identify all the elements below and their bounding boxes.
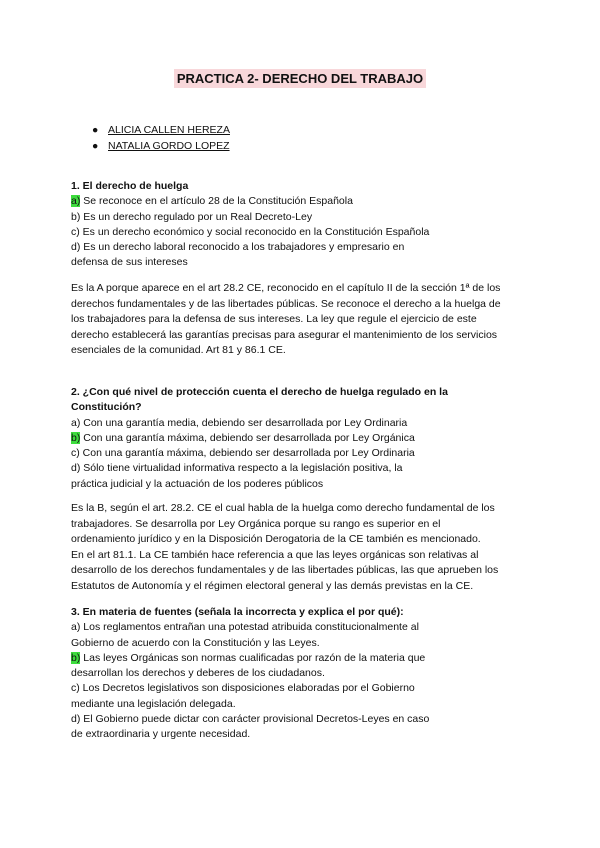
option-text: Con una garantía máxima, debiendo ser desarrollada por Ley Ordinaria [79, 447, 415, 460]
option-d [71, 240, 533, 255]
option-text: Es un derecho regulado por un Real Decreto-Ley [80, 210, 313, 223]
option-text: Es un derecho económico y social reconocido en la Constitución Española [79, 225, 430, 238]
option-a [71, 620, 533, 635]
option-text: Las leyes Orgánicas son normas cualificadas por razón de la materia que [80, 651, 426, 664]
option-text: Con una garantía máxima, debiendo ser desarrollada por Ley Orgánica [80, 431, 415, 444]
document-title-wrap [0, 70, 600, 88]
option-c [71, 681, 533, 696]
option-b [71, 210, 533, 225]
option-b [71, 431, 533, 446]
option-c-continued: mediante una legislación delegada. [71, 697, 236, 710]
question-1 [71, 179, 533, 271]
answer-line: derechos fundamentales y de las libertades públicas. Se reconoce el derecho a la huelga de [71, 297, 501, 310]
answer-line: desarrollo de los derechos fundamentales y de las libertades públicas, las que aprueben los [71, 564, 499, 576]
answer-1 [71, 281, 533, 359]
option-d-continued: de extraordinaria y urgente necesidad. [71, 728, 251, 741]
option-text: Los Decretos legislativos son disposiciones elaboradas por el Gobierno [79, 682, 415, 695]
option-letter: a) [71, 621, 81, 634]
question-3-title: 3. En materia de fuentes (señala la incorrecta y explica el por qué): [71, 606, 404, 618]
answer-line: ordenamiento jurídico y en la Disposición Derogatoria de la CE también es mencionado. [71, 533, 481, 545]
author-item [92, 138, 230, 154]
answer-line: Estatutos de Autonomía y el régimen electoral general y las demás previstas en la CE. [71, 579, 474, 592]
bullet-icon: ● [92, 140, 99, 152]
question-2-title: 2. ¿Con qué nivel de protección cuenta el derecho de huelga regulado en la [71, 386, 448, 398]
question-3 [71, 605, 533, 743]
answer-line: trabajadores. Se desarrolla por Ley Orgánica porque su rango es superior en el [71, 517, 441, 530]
option-d [71, 712, 533, 727]
option-b-continued: desarrollan los derechos y deberes de los ciudadanos. [71, 667, 325, 680]
author-list [92, 122, 230, 154]
option-letter: b) [71, 431, 81, 444]
question-2-title-cont: Constitución? [71, 401, 142, 414]
option-text: El Gobierno puede dictar con carácter provisional Decretos-Leyes en caso [80, 713, 430, 726]
answer-line: Es la A porque aparece en el art 28.2 CE, reconocido en el capítulo II de la sección 1ª de los [71, 282, 501, 294]
option-text: Es un derecho laboral reconocido a los trabajadores y empresario en [80, 241, 405, 254]
option-letter: c) [71, 225, 80, 238]
option-letter: d) [71, 241, 81, 254]
document-title: PRACTICA 2- DERECHO DEL TRABAJO [174, 69, 426, 88]
option-b [71, 651, 533, 666]
question-2 [71, 385, 533, 492]
answer-line: En el art 81.1. La CE también hace referencia a que las leyes orgánicas son relativas al [71, 548, 479, 561]
option-letter: c) [71, 682, 80, 695]
author-item [92, 122, 230, 138]
option-text: Se reconoce en el artículo 28 de la Constitución Española [80, 195, 353, 208]
answer-line: los trabajadores para la defensa de sus intereses. La ley que regule el ejercicio de este [71, 313, 477, 325]
option-a [71, 416, 533, 431]
author-name: ALICIA CALLEN HEREZA [108, 124, 230, 136]
question-1-title: 1. El derecho de huelga [71, 180, 189, 192]
option-letter: d) [71, 713, 81, 726]
option-letter: b) [71, 651, 81, 664]
option-d-continued: práctica judicial y la actuación de los poderes públicos [71, 477, 324, 490]
answer-2 [71, 501, 533, 594]
option-text: Los reglamentos entrañan una potestad atribuida constitucionalmente al [80, 621, 419, 634]
option-c [71, 225, 533, 240]
option-c [71, 446, 533, 461]
option-d-continued: defensa de sus intereses [71, 256, 188, 269]
option-text: Con una garantía media, debiendo ser desarrollada por Ley Ordinaria [80, 416, 408, 429]
option-a [71, 194, 533, 209]
option-letter: a) [71, 195, 81, 208]
option-d [71, 461, 533, 476]
option-letter: d) [71, 462, 81, 475]
answer-line: esenciales de la comunidad. Art 81 y 86.1 CE. [71, 344, 286, 356]
option-letter: b) [71, 210, 81, 223]
option-letter: c) [71, 447, 80, 460]
answer-line: Es la B, según el art. 28.2. CE el cual habla de la huelga como derecho fundamental de los [71, 502, 495, 514]
answer-line: derecho establecerá las garantías precisas para asegurar el mantenimiento de los servicios [71, 328, 498, 341]
option-a-continued: Gobierno de acuerdo con la Constitución y las Leyes. [71, 636, 320, 649]
option-letter: a) [71, 416, 81, 429]
author-name: NATALIA GORDO LOPEZ [108, 140, 230, 152]
bullet-icon: ● [92, 124, 99, 136]
option-text: Sólo tiene virtualidad informativa respecto a la legislación positiva, la [80, 462, 403, 475]
